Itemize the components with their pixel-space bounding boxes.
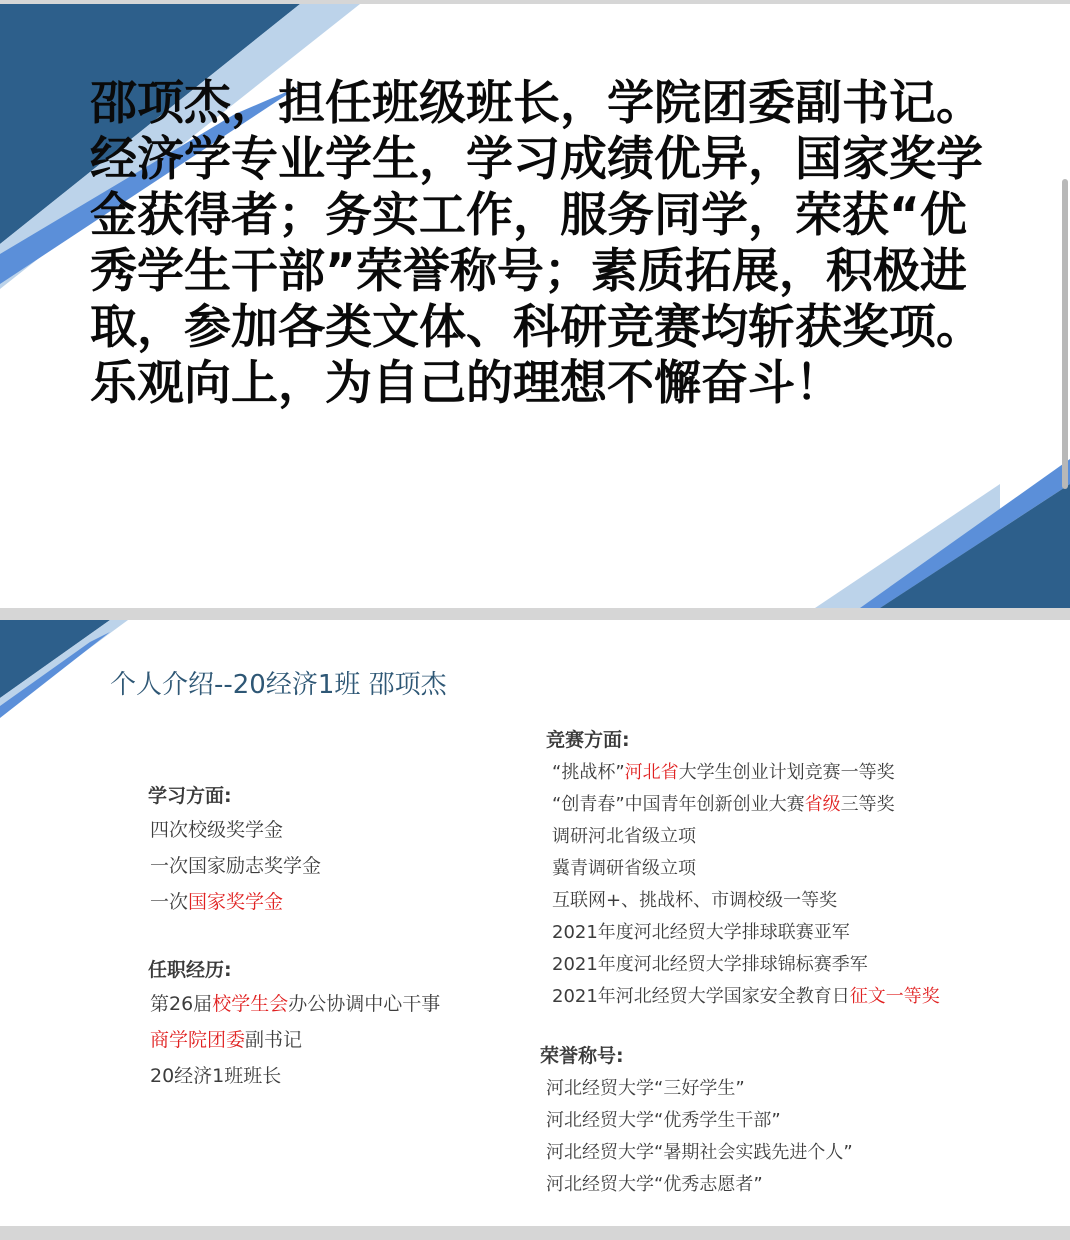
study-item: 四次校级奖学金 — [150, 819, 284, 841]
job-heading: 任职经历: — [148, 959, 232, 981]
study-item: 一次国家奖学金 — [150, 891, 284, 913]
competition-heading: 竞赛方面: — [546, 729, 630, 751]
job-item: 第26届校学生会办公协调中心干事 — [150, 993, 441, 1015]
honor-item: 河北经贸大学“暑期社会实践先进个人” — [546, 1142, 853, 1163]
competition-item: 互联网+、挑战杯、市调校级一等奖 — [552, 890, 838, 911]
competition-item: 2021年度河北经贸大学排球联赛亚军 — [552, 922, 850, 943]
competition-item: 冀青调研省级立项 — [552, 858, 696, 879]
competition-item: 2021年度河北经贸大学排球锦标赛季军 — [552, 954, 868, 975]
study-section — [148, 784, 321, 926]
slide-title: 个人介绍--20经济1班 邵项杰 — [110, 670, 447, 700]
competition-item: “创青春”中国青年创新创业大赛省级三等奖 — [552, 794, 895, 815]
competition-item: “挑战杯”河北省大学生创业计划竞赛一等奖 — [552, 762, 895, 783]
competition-item: 调研河北省级立项 — [552, 826, 696, 847]
study-heading: 学习方面: — [148, 785, 232, 807]
honor-item: 河北经贸大学“优秀志愿者” — [546, 1174, 763, 1195]
job-item: 商学院团委副书记 — [150, 1029, 303, 1051]
honor-section — [540, 1044, 853, 1206]
scrollbar[interactable] — [1062, 179, 1068, 489]
slide-intro — [0, 620, 1070, 1226]
competition-item: 2021年河北经贸大学国家安全教育日征文一等奖 — [552, 986, 940, 1007]
slide-summary — [0, 4, 1070, 608]
competition-section — [546, 728, 940, 1018]
job-item: 20经济1班班长 — [150, 1065, 282, 1087]
honor-item: 河北经贸大学“优秀学生干部” — [546, 1110, 781, 1131]
honor-heading: 荣誉称号: — [540, 1045, 624, 1067]
summary-paragraph: 邵项杰，担任班级班长，学院团委副书记。经济学专业学生，学习成绩优异，国家奖学金获得者；务实工作，服务同学，荣获“优秀学生干部”荣誉称号；素质拓展，积极进取，参加各类文体、科研竞赛均斩获奖项。乐观向上，为自己的理想不懈奋斗！ — [90, 76, 983, 411]
job-section — [148, 958, 440, 1100]
honor-item: 河北经贸大学“三好学生” — [546, 1078, 745, 1099]
study-item: 一次国家励志奖学金 — [150, 855, 322, 877]
